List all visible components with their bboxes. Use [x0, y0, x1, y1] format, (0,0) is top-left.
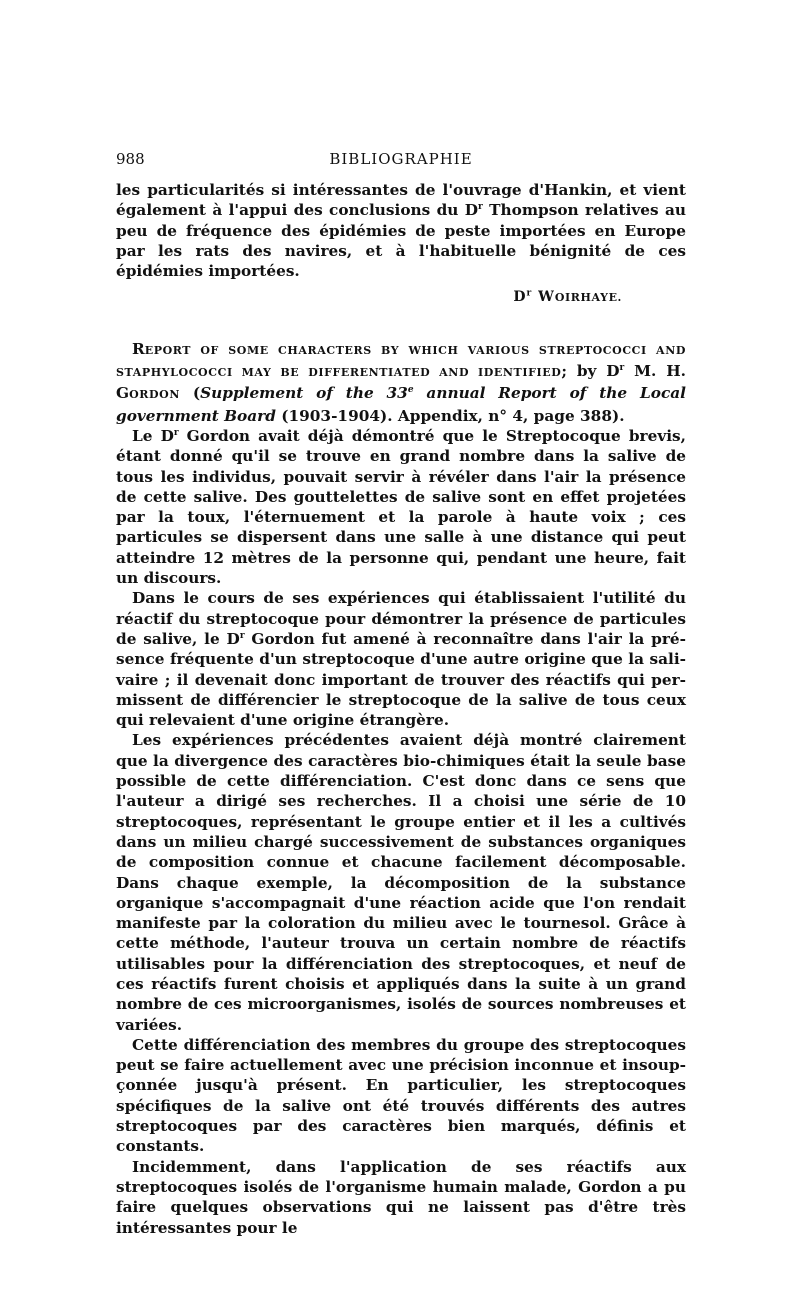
review-body: [116, 426, 686, 1238]
page-header: [116, 150, 686, 172]
body-paragraph: Le $D^r$ Gordon avait déjà démontré que le Streptocoque brevis, étant donné qu'il se trouve en grand nombre dans la salive de tous les individus, pouvait servir à révéler dans l'air la présence de cette salive. Des gouttelettes de salive sont en effet projetées par la toux, l'éternuement et la parole à haute voix ; ces particules se dispersent dans une salle à une distance qui peut atteindre 12 mètres de la personne qui, pendant une heure, fait un discours.: [116, 426, 686, 588]
document-page: [116, 150, 686, 1238]
running-title: BIBLIOGRAPHIE: [329, 150, 473, 168]
page-number: 988: [116, 150, 145, 168]
continued-paragraph: les particularités si intéressantes de l'ouvrage d'Hankin, et vient également à l'appui des conclusions du $D^r$ Thompson relatives au peu de fréquence des épidémies de peste importées en Europe par les rats des navires, et à l'habituelle bénignité de ces épidémies importées.: [116, 181, 686, 281]
bibliographic-reference: REPORT OF SOME CHARACTERS BY WHICH VARIOUS STREPTOCOCCI AND STAPHYLOCOCCI MAY BE DIFFERENTIATED AND IDENTIFIED; by $D^r$ M. H. GORDON (Supplement of the 33e annual Report of the Local government Board (1903-1904). Appendix, n° 4, page 388).: [116, 339, 686, 425]
body-paragraph: Cette différenciation des membres du groupe des streptocoques peut se faire actuellement avec une précision inconnue et insoupçonnée jusqu'à présent. En particulier, les streptocoques spécifiques de la salive ont été trouvés différents des autres streptocoques par des caractères bien marqués, définis et constants.: [116, 1035, 686, 1156]
review-signature: $D^r$ WOIRHAYE.: [513, 288, 622, 306]
body-paragraph: Incidemment, dans l'application de ses réactifs aux streptocoques isolés de l'organisme humain malade, Gordon a pu faire quelques observations qui ne laissent pas d'être très intéressantes pour le: [116, 1157, 686, 1237]
body-paragraph: Les expériences précédentes avaient déjà montré clairement que la divergence des caractères bio-chimiques était la seule base possible de cette différenciation. C'est donc dans ce sens que l'auteur a dirigé ses recherches. Il a choisi une série de 10 streptocoques, représentant le groupe entier et il les a cultivés dans un milieu chargé successivement de substances organiques de composition connue et chacune facilement décomposable. Dans chaque exemple, la décomposition de la substance organique s'accompagnait d'une réaction acide que l'on rendait manifeste par la coloration du milieu avec le tournesol. Grâce à cette méthode, l'auteur trouva un certain nombre de réactifs utilisables pour la différenciation des streptocoques, et neuf de ces réactifs furent choisis et appliqués dans la suite à un grand nombre de ces microorganismes, isolés de sources nombreuses et variées.: [116, 731, 686, 1034]
body-paragraph: Dans le cours de ses expériences qui établissaient l'utilité du réactif du streptocoque pour démontrer la présence de particules de salive, le $D^r$ Gordon fut amené à reconnaître dans l'air la présence fréquente d'un streptocoque d'une autre origine que la salivaire ; il devenait donc important de trouver des réactifs qui permissent de différencier le streptocoque de la salive de tous ceux qui relevaient d'une origine étrangère.: [116, 589, 686, 730]
